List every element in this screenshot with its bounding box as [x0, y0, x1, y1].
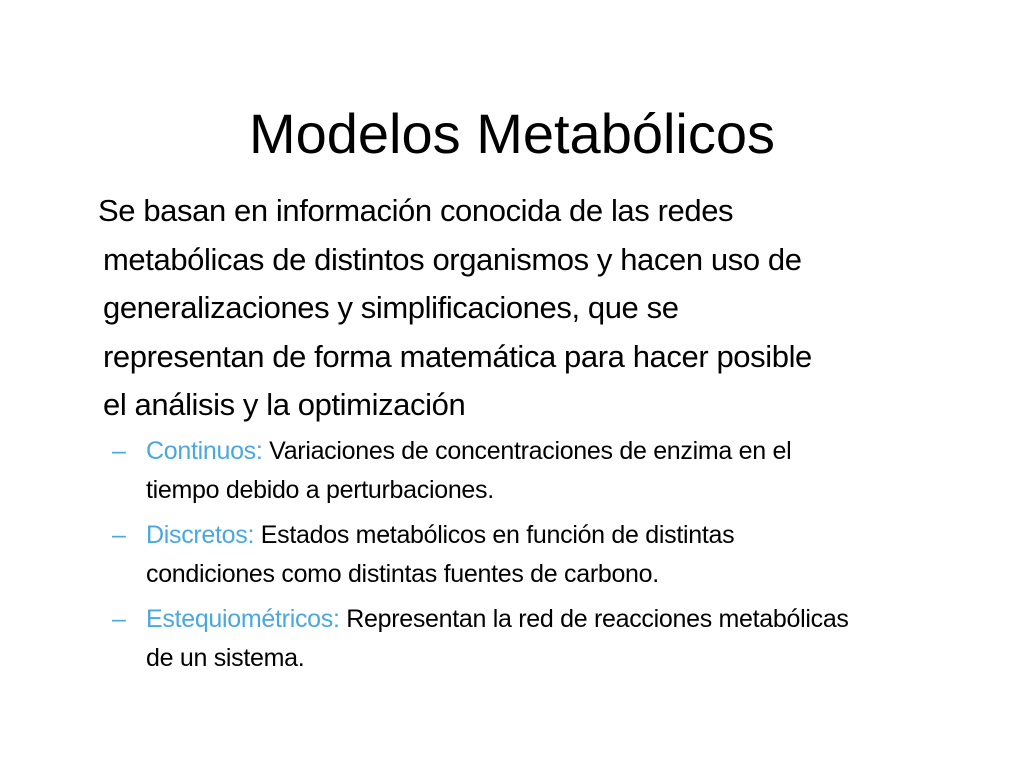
list-item-continuos	[112, 432, 992, 510]
paragraph-line: el análisis y la optimización	[103, 387, 466, 422]
bullet-dash-icon: –	[112, 437, 126, 465]
bullet-dash-icon: –	[112, 521, 126, 549]
list-item-line	[146, 600, 992, 639]
list-item-line: tiempo debido a perturbaciones.	[146, 476, 494, 504]
term-label: Continuos:	[146, 437, 263, 465]
list-item-line	[146, 516, 992, 555]
item-description: Estados metabólicos en función de distintas	[254, 521, 735, 549]
list-item-estequiometricos	[112, 600, 992, 678]
paragraph-line: representan de forma matemática para hacer posible	[103, 338, 812, 374]
term-label: Discretos:	[146, 521, 255, 549]
item-description: Representan la red de reacciones metabólicas	[339, 605, 849, 633]
slide-title: Modelos Metabólicos	[248, 101, 776, 165]
main-paragraph-block	[98, 187, 978, 430]
paragraph-line: generalizaciones y simplificaciones, que se	[103, 290, 679, 325]
bullet-dash-icon: –	[112, 605, 126, 633]
list-item-content	[146, 600, 992, 678]
paragraph-line: Se basan en información conocida de las redes	[98, 193, 734, 228]
list-item-discretos	[112, 516, 992, 594]
model-types-list	[112, 432, 992, 684]
main-paragraph	[98, 187, 978, 430]
list-item-line: condiciones como distintas fuentes de carbono.	[146, 560, 659, 588]
list-item-line: de un sistema.	[146, 644, 305, 672]
list-item-content	[146, 516, 992, 594]
term-label: Estequiométricos:	[146, 605, 340, 633]
paragraph-line: metabólicas de distintos organismos y hacen uso de	[103, 241, 802, 277]
list-item-line	[146, 432, 992, 471]
item-description: Variaciones de concentraciones de enzima en el	[262, 437, 792, 465]
list-item-content	[146, 432, 992, 510]
